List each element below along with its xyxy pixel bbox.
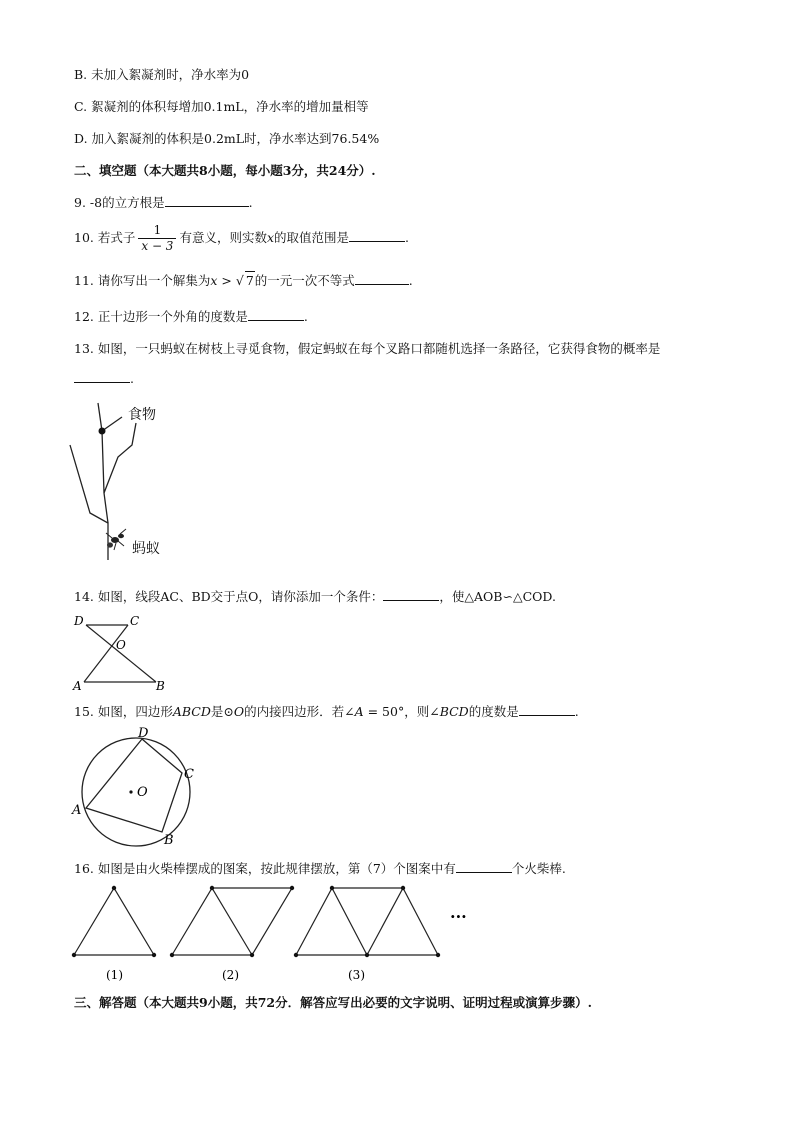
right-branch	[104, 423, 136, 493]
section2-heading: 二、填空题（本大题共8小题，每小题3分，共24分）.	[74, 163, 376, 178]
answer-blank	[383, 588, 439, 601]
answer-blank	[355, 272, 409, 285]
food-dot	[99, 428, 106, 435]
pattern-2	[172, 888, 292, 955]
question-12: 12. 正十边形一个外角的度数是 .	[74, 309, 308, 324]
question-15: 15. 如图，四边形ABCD是⊙O的内接四边形．若∠A = 50°，则∠BCD的度数是 .	[74, 704, 579, 719]
point-a-label: A	[72, 803, 82, 818]
fraction: $\frac{1}{x - 3}$	[138, 223, 176, 254]
point-o-label: O	[116, 638, 126, 652]
pattern-3-label: (3)	[348, 968, 365, 982]
option-c: C. 絮凝剂的体积每增加0.1mL，净水率的增加量相等	[74, 99, 369, 114]
question-14: 14. 如图，线段AC、BD交于点O，请你添加一个条件： ，使△AOB∽△COD.	[74, 589, 556, 604]
point-d-label: D	[138, 726, 149, 741]
segments-figure	[70, 610, 180, 695]
circle-quadrilateral-figure	[68, 726, 208, 850]
point-o-label: O	[137, 785, 148, 800]
point-a-label: A	[73, 679, 82, 693]
ant-label: 蚂蚁	[132, 541, 160, 557]
pattern-1	[74, 888, 154, 955]
middle-branch	[98, 403, 108, 523]
quadrilateral-abcd	[86, 739, 182, 832]
answer-blank	[519, 703, 575, 716]
point-d-label: D	[74, 614, 84, 628]
tree-branch-figure	[60, 395, 180, 565]
point-c-label: C	[184, 767, 194, 782]
question-13: 13. 如图，一只蚂蚁在树枝上寻觅食物，假定蚂蚁在每个叉路口都随机选择一条路径，它获得食物的概率是	[74, 341, 661, 356]
pattern-1-label: (1)	[106, 968, 123, 982]
question-16: 16. 如图是由火柴棒摆成的图案，按此规律摆放，第（7）个图案中有 个火柴棒.	[74, 861, 566, 876]
left-branch	[70, 445, 108, 560]
answer-blank	[456, 860, 512, 873]
question-9: 9. -8的立方根是 .	[74, 195, 253, 210]
section3-heading: 三、解答题（本大题共9小题，共72分．解答应写出必要的文字说明、证明过程或演算步骤）.	[74, 995, 592, 1010]
center-point	[129, 790, 132, 793]
question-13-continued: .	[74, 370, 134, 388]
point-c-label: C	[130, 614, 140, 628]
question-10: 10. 若式子 $\frac{1}{x - 3}$ 有意义，则实数x的取值范围是 .	[74, 223, 410, 253]
answer-blank	[165, 194, 249, 207]
option-b: B. 未加入絮凝剂时，净水率为0	[74, 67, 250, 82]
answer-blank	[248, 308, 304, 321]
ant-icon	[106, 529, 126, 550]
option-d: D. 加入絮凝剂的体积是0.2mL时，净水率达到76.54%	[74, 131, 380, 146]
matchstick-pattern-figure	[66, 880, 486, 985]
answer-blank	[349, 229, 405, 242]
food-pointer	[102, 417, 122, 431]
pattern-3	[296, 888, 438, 955]
food-label: 食物	[128, 407, 156, 423]
pattern-2-label: (2)	[222, 968, 239, 982]
ellipsis: ···	[450, 907, 467, 926]
point-b-label: B	[164, 833, 174, 848]
question-11: 11. 请你写出一个解集为x > √ 7的一元一次不等式 .	[74, 273, 413, 288]
answer-blank	[74, 370, 130, 383]
point-b-label: B	[156, 679, 165, 693]
